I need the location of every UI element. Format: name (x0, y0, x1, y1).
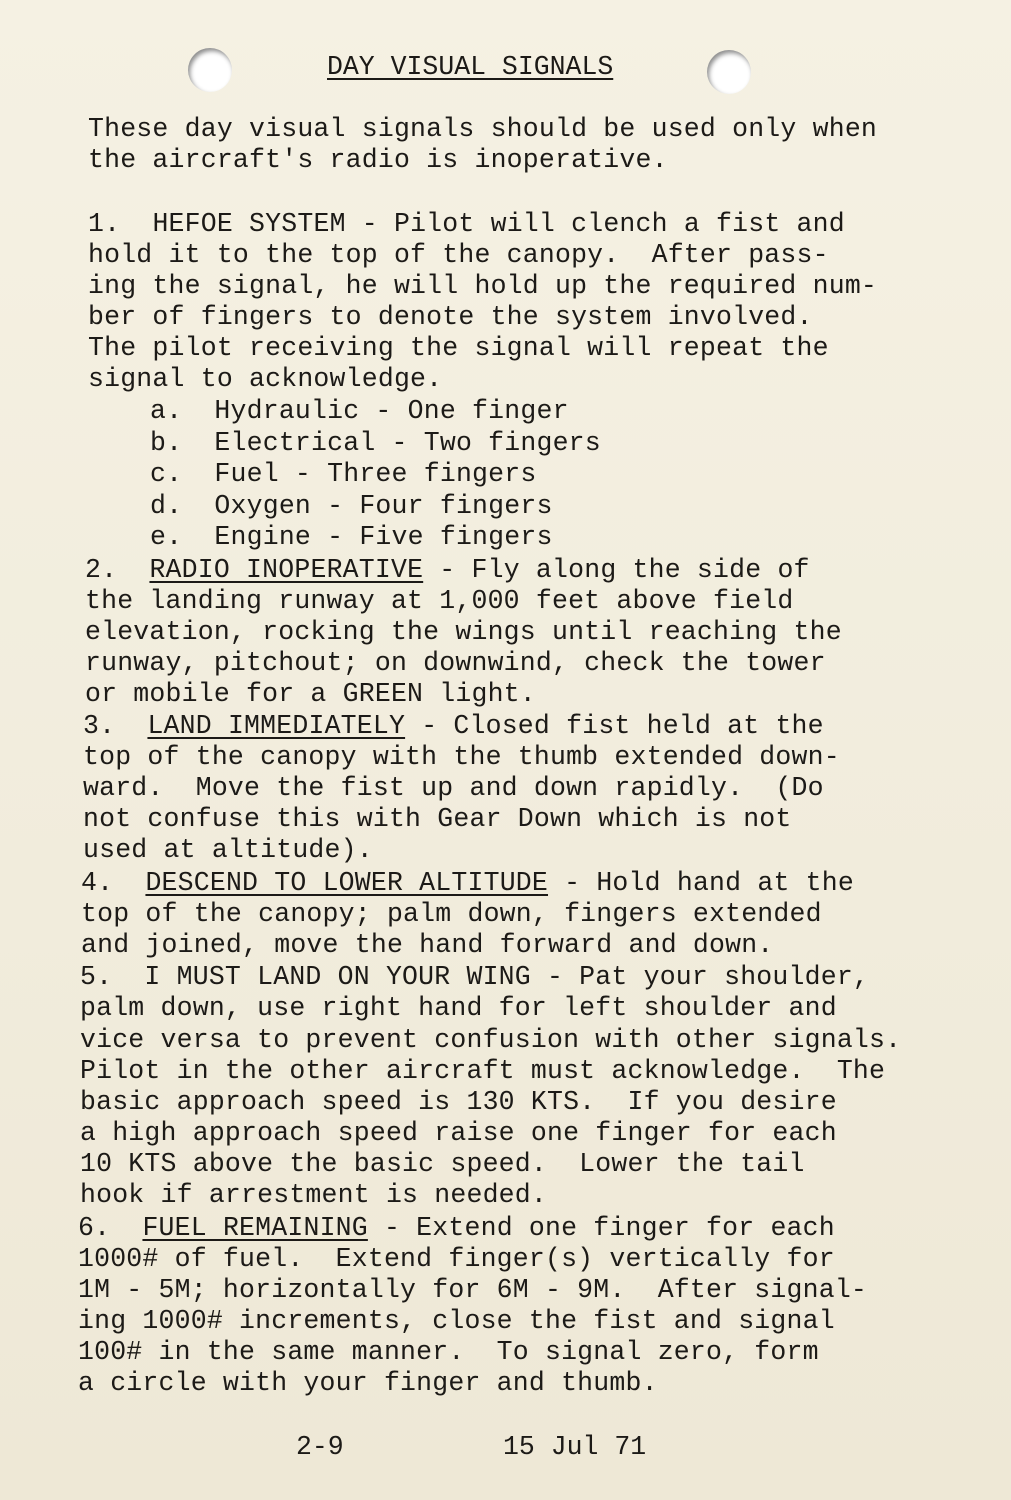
section-6-line: 100# in the same manner. To signal zero, form (78, 1337, 819, 1367)
section-2-line: or mobile for a GREEN light. (85, 679, 536, 709)
section-1-line: signal to acknowledge. (88, 364, 443, 394)
section-text: - Extend one finger for each (367, 1213, 835, 1243)
section-number: 1. (88, 209, 121, 239)
section-6-line: a circle with your finger and thumb. (78, 1368, 658, 1398)
page-title: DAY VISUAL SIGNALS (327, 52, 614, 82)
section-5-line: Pilot in the other aircraft must acknowledge. The (80, 1056, 886, 1086)
section-1-line: hold it to the top of the canopy. After pass- (88, 240, 829, 270)
section-1-line: ing the signal, he will hold up the required num- (88, 271, 878, 301)
page-number: 2-9 (296, 1432, 344, 1462)
section-5-line: 10 KTS above the basic speed. Lower the tail (80, 1149, 805, 1179)
binder-hole-right (707, 50, 751, 94)
section-heading: LAND IMMEDIATELY (147, 711, 406, 741)
section-6-line: 1M - 5M; horizontally for 6M - 9M. After signal- (78, 1275, 868, 1305)
section-3-line: used at altitude). (83, 835, 373, 865)
section-4-first-line (81, 868, 854, 899)
hefoe-item: d. Oxygen - Four fingers (150, 491, 553, 521)
section-5-first-line: 5. I MUST LAND ON YOUR WING - Pat your shoulder, (80, 962, 870, 992)
section-3-first-line (83, 711, 824, 742)
section-5-line: palm down, use right hand for left shoulder and (80, 993, 837, 1023)
revision-date: 15 Jul 71 (503, 1432, 647, 1462)
binder-hole-left (188, 48, 232, 92)
section-number: 4. (81, 868, 114, 898)
hefoe-item: c. Fuel - Three fingers (150, 459, 537, 489)
section-number: 3. (83, 711, 116, 741)
section-2-line: runway, pitchout; on downwind, check the tower (85, 648, 826, 678)
section-6-line: 1000# of fuel. Extend finger(s) vertically for (78, 1244, 835, 1274)
section-heading: DESCEND TO LOWER ALTITUDE (145, 868, 549, 898)
section-1-line: The pilot receiving the signal will repeat the (88, 333, 829, 363)
section-4-line: and joined, move the hand forward and down. (81, 930, 774, 960)
section-6-first-line (78, 1213, 835, 1244)
section-6-line: ing 1000# increments, close the fist and signal (78, 1306, 835, 1336)
section-5-line: hook if arrestment is needed. (80, 1180, 547, 1210)
intro-line: the aircraft's radio is inoperative. (88, 145, 668, 175)
section-number: 6. (78, 1213, 111, 1243)
section-2-line: elevation, rocking the wings until reaching the (85, 617, 842, 647)
section-3-line: top of the canopy with the thumb extended down- (83, 742, 840, 772)
section-text: - Hold hand at the (548, 868, 854, 898)
section-1-line: ber of fingers to denote the system involved. (88, 302, 813, 332)
hefoe-item: b. Electrical - Two fingers (150, 428, 601, 458)
section-heading: FUEL REMAINING (142, 1213, 368, 1243)
intro-line: These day visual signals should be used only when (88, 114, 878, 144)
section-1-first-line (88, 209, 845, 240)
section-text: - Pilot will clench a fist and (345, 209, 845, 239)
section-5-line: a high approach speed raise one finger for each (80, 1118, 837, 1148)
section-3-line: not confuse this with Gear Down which is not (83, 804, 792, 834)
section-5-line: basic approach speed is 130 KTS. If you desire (80, 1087, 837, 1117)
section-text: - Closed fist held at the (405, 711, 824, 741)
section-number: 2. (85, 555, 118, 585)
section-text: - Fly along the side of (423, 555, 810, 585)
hefoe-item: e. Engine - Five fingers (150, 522, 553, 552)
section-4-line: top of the canopy; palm down, fingers extended (81, 899, 822, 929)
section-heading: HEFOE SYSTEM (152, 209, 346, 239)
section-3-line: ward. Move the fist up and down rapidly. (Do (83, 773, 824, 803)
section-heading: RADIO INOPERATIVE (149, 555, 424, 585)
section-5-line: vice versa to prevent confusion with other signals. (80, 1025, 902, 1055)
section-2-line: the landing runway at 1,000 feet above field (85, 586, 794, 616)
hefoe-item: a. Hydraulic - One finger (150, 396, 569, 426)
section-2-first-line (85, 555, 810, 586)
